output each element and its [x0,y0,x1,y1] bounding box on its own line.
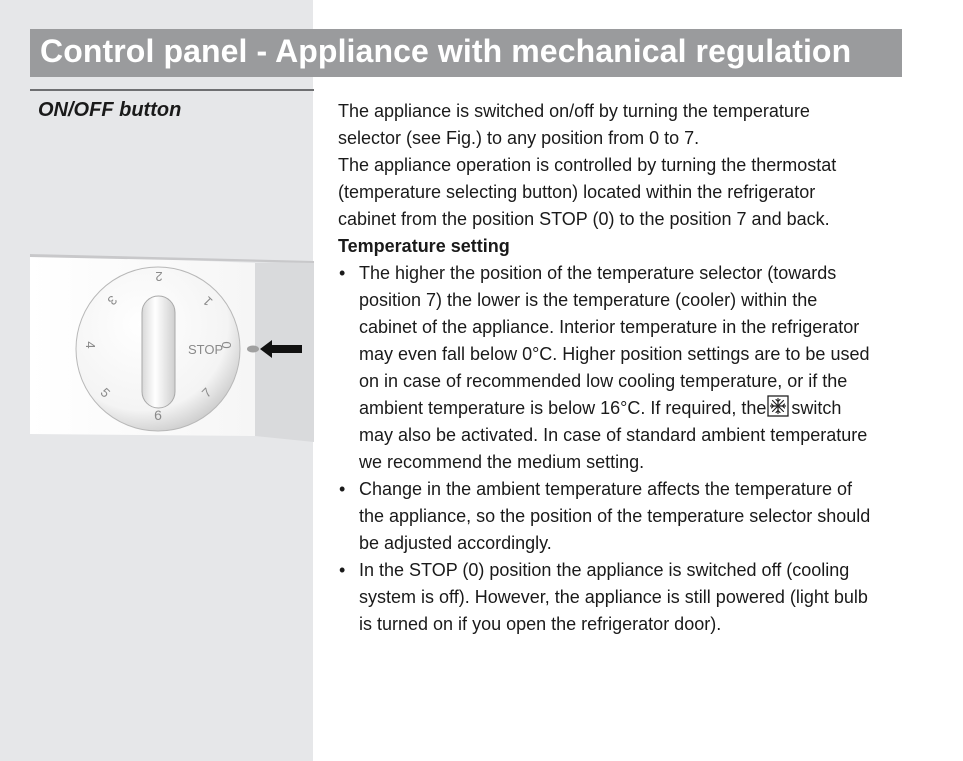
bullet-line: system is off). However, the appliance is still powered (light bulb [359,587,868,607]
bullet-marker: • [339,560,346,580]
bullet-line: be adjusted accordingly. [359,533,552,553]
list-item [338,260,918,476]
dial-number-1: 1 [199,293,216,310]
section-label-onoff: ON/OFF button [38,99,182,121]
bullet-line: may also be activated. In case of standard ambient temperature [359,425,868,445]
dial-number-3: 3 [104,292,121,309]
dial-number-7: 7 [198,384,215,401]
page-title: Control panel - Appliance with mechanical regulation [40,33,852,69]
intro-line: The appliance operation is controlled by turning the thermostat [338,155,837,175]
bullet-line: on in case of recommended low cooling temperature, or if the [359,371,848,391]
bullet-line-text: ambient temperature is below 16°C. If required, the [359,398,767,418]
bullet-line: may even fall below 0°C. Higher position settings are to be used [359,344,870,364]
bullet-line: position 7) the lower is the temperature (cooler) within the [359,290,818,310]
dial-number-6: 6 [154,407,162,423]
bullet-line: The higher the position of the temperature selector (towards [359,263,837,283]
bullet-line: cabinet of the appliance. Interior temperature in the refrigerator [359,317,860,337]
dial-number-2: 2 [155,269,163,284]
main-content [338,98,918,638]
bullet-line: the appliance, so the position of the temperature selector should [359,506,871,526]
temperature-setting-list [338,260,918,638]
temperature-dial-figure [30,254,314,447]
intro-paragraph [338,98,918,233]
snowflake-icon [767,395,789,417]
bullet-line: Change in the ambient temperature affects the temperature of [359,479,852,499]
dial-stop-label: STOP [188,342,224,357]
temperature-setting-heading: Temperature setting [338,236,510,256]
bullet-marker: • [339,263,346,283]
dial-number-4: 4 [83,341,98,349]
bullet-line: In the STOP (0) position the appliance is switched off (cooling [359,560,850,580]
dial-number-0: 0 [219,341,234,349]
bullet-line: is turned on if you open the refrigerator door). [359,614,722,634]
section-divider [30,89,314,91]
list-item [338,557,918,638]
title-bar [30,29,902,77]
bullet-line-text: switch [791,398,842,418]
list-item [338,476,918,557]
intro-line: cabinet from the position STOP (0) to the position 7 and back. [338,209,830,229]
dial-illustration [30,254,314,442]
bullet-line-with-icon [359,395,918,422]
intro-line: The appliance is switched on/off by turning the temperature [338,101,810,121]
dial-number-5: 5 [97,384,114,401]
dial-knob-grip [142,296,175,408]
bullet-line: we recommend the medium setting. [359,452,645,472]
dial-indicator-mark [247,346,259,353]
bullet-marker: • [339,479,346,499]
intro-line: (temperature selecting button) located within the refrigerator [338,182,816,202]
intro-line: selector (see Fig.) to any position from 0 to 7. [338,128,700,148]
